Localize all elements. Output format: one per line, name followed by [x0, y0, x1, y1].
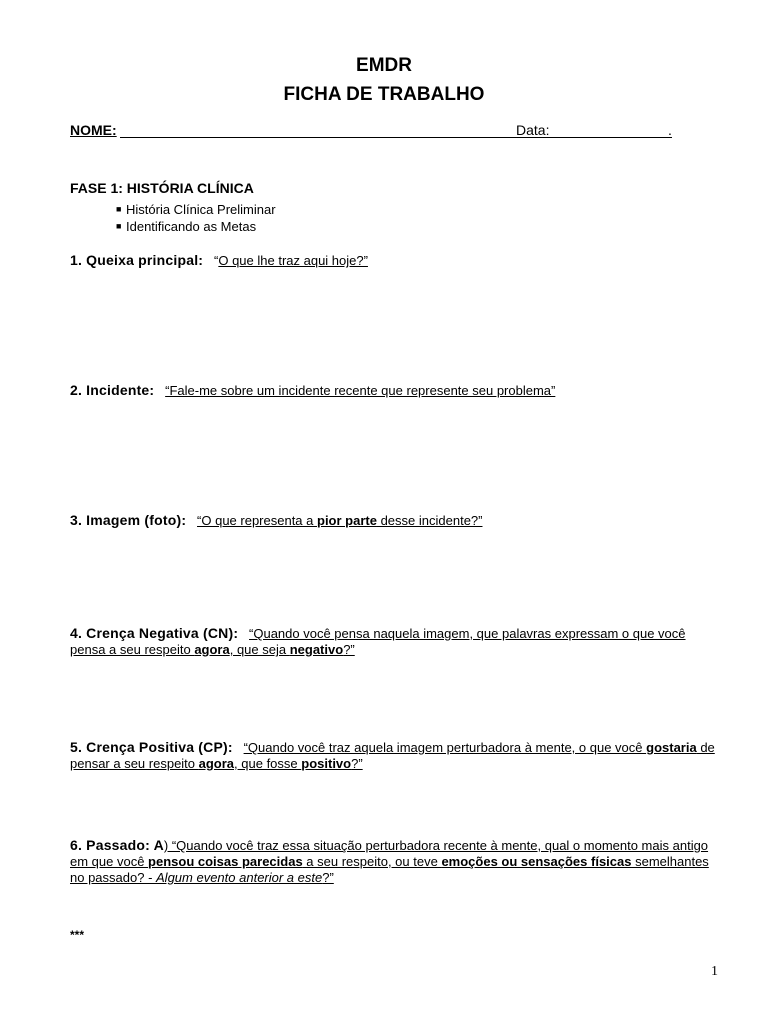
phase-heading: FASE 1: HISTÓRIA CLÍNICA	[70, 180, 254, 196]
name-date-row	[70, 122, 675, 142]
question-prompt: “Quando você pensa naquela imagem, que palavras expressam o que você pensa a seu respeito agora, que seja negativo?”	[70, 626, 686, 657]
page-number: 1	[711, 964, 718, 979]
question-1	[70, 252, 715, 269]
question-letter: A	[150, 837, 164, 853]
list-item: ■ História Clínica Preliminar	[116, 202, 276, 217]
question-prompt: “O que representa a pior parte desse incidente?”	[197, 513, 483, 528]
question-prompt: “Fale-me sobre um incidente recente que represente seu problema”	[165, 383, 556, 398]
name-field[interactable]	[120, 137, 580, 138]
question-5	[70, 739, 715, 772]
bullet-icon: ■	[116, 204, 122, 214]
question-2	[70, 382, 715, 399]
question-label: 5. Crença Positiva (CP):	[70, 739, 233, 755]
question-label: 3. Imagem (foto):	[70, 512, 187, 528]
question-label: 1. Queixa principal:	[70, 252, 204, 268]
question-label: 6. Passado:	[70, 837, 151, 853]
date-end-dot: .	[668, 122, 672, 138]
question-label: 2. Incidente:	[70, 382, 155, 398]
name-label: NOME:	[70, 122, 117, 138]
list-item: ■ Identificando as Metas	[116, 219, 257, 234]
document-title: EMDR	[356, 55, 412, 76]
question-open-quote: “	[214, 253, 219, 268]
date-field[interactable]	[516, 137, 672, 138]
phase-bullet-list	[116, 201, 276, 235]
question-3	[70, 512, 715, 529]
question-prompt: O que lhe traz aqui hoje?”	[218, 253, 368, 268]
question-label: 4. Crença Negativa (CN):	[70, 625, 239, 641]
question-prompt: ) “Quando você traz essa situação perturbadora recente à mente, qual o momento mais antigo em que você pensou coisas parecidas a seu respeito, ou teve emoções ou sensações físicas semelhantes no passado? - Algum evento anterior a este?”	[70, 838, 709, 885]
question-prompt: “Quando você traz aquela imagem perturbadora à mente, o que você gostaria de pensar a seu respeito agora, que fosse positivo?”	[70, 740, 715, 771]
bullet-icon: ■	[116, 221, 122, 231]
document-subtitle: FICHA DE TRABALHO	[283, 84, 485, 105]
question-6	[70, 837, 715, 886]
end-marker: ***	[70, 928, 85, 942]
question-4	[70, 625, 715, 658]
date-label: Data:	[516, 122, 550, 138]
